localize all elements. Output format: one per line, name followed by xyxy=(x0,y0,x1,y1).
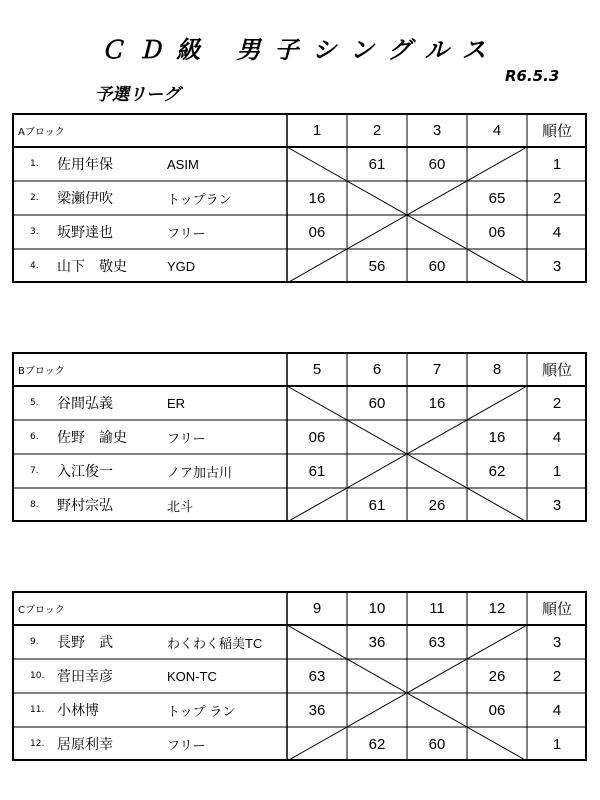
column-header: 2 xyxy=(372,121,382,139)
match-score: 61 xyxy=(308,462,326,480)
column-header: 1 xyxy=(312,121,322,139)
page-title: ＣＤ級 男子シングルス xyxy=(100,36,500,64)
rank-header: 順位 xyxy=(541,600,572,618)
player-number: 4. xyxy=(30,261,39,271)
match-score: 16 xyxy=(428,394,446,412)
player-rank: 2 xyxy=(552,189,562,207)
column-header: 3 xyxy=(432,121,442,139)
match-score: 65 xyxy=(488,189,506,207)
match-score: 06 xyxy=(308,428,326,446)
player-number: 7. xyxy=(30,466,39,476)
player-number: 3. xyxy=(30,227,39,237)
player-club: ER xyxy=(167,395,186,411)
player-club: フリー xyxy=(167,737,206,753)
player-name: 佐用年保 xyxy=(57,157,113,173)
player-name: 長野 武 xyxy=(57,635,113,651)
player-rank: 4 xyxy=(552,701,562,719)
match-score: 60 xyxy=(428,155,446,173)
player-number: 5. xyxy=(30,398,39,408)
player-number: 8. xyxy=(30,500,39,510)
rank-header: 順位 xyxy=(541,361,572,379)
player-name: 小林博 xyxy=(57,703,99,719)
player-rank: 3 xyxy=(552,496,562,514)
column-header: 4 xyxy=(492,121,502,139)
match-score: 36 xyxy=(308,701,326,719)
player-name: 佐野 諭史 xyxy=(57,430,127,446)
player-name: 居原利幸 xyxy=(57,737,113,753)
match-score: 63 xyxy=(428,633,446,651)
block-label: Bブロック xyxy=(18,365,65,377)
player-club: ノア加古川 xyxy=(167,464,233,480)
player-rank: 3 xyxy=(552,257,562,275)
player-number: 6. xyxy=(30,432,39,442)
match-score: 61 xyxy=(368,155,386,173)
match-score: 60 xyxy=(428,735,446,753)
player-rank: 1 xyxy=(552,155,562,173)
column-header: 5 xyxy=(312,360,322,378)
player-club: トップラン xyxy=(167,191,232,207)
player-club: トップ ラン xyxy=(167,703,236,719)
match-score: 26 xyxy=(488,667,506,685)
match-score: 36 xyxy=(368,633,386,651)
player-club: 北斗 xyxy=(167,498,194,514)
match-score: 62 xyxy=(488,462,506,480)
player-club: ASIM xyxy=(167,156,199,172)
match-score: 16 xyxy=(488,428,506,446)
player-rank: 1 xyxy=(552,735,562,753)
page-subtitle: 予選リーグ xyxy=(95,85,180,105)
player-name: 谷間弘義 xyxy=(57,396,113,412)
column-header: 10 xyxy=(368,599,386,617)
player-number: 2. xyxy=(30,193,39,203)
match-score: 06 xyxy=(308,223,326,241)
player-name: 梁瀬伊吹 xyxy=(57,191,113,207)
player-name: 坂野達也 xyxy=(57,225,113,241)
player-rank: 2 xyxy=(552,394,562,412)
match-score: 26 xyxy=(428,496,446,514)
player-rank: 4 xyxy=(552,428,562,446)
player-number: 12. xyxy=(30,739,45,749)
player-number: 1. xyxy=(30,159,39,169)
player-club: KON-TC xyxy=(167,668,217,684)
player-rank: 4 xyxy=(552,223,562,241)
match-score: 62 xyxy=(368,735,386,753)
block-label: Cブロック xyxy=(18,604,65,616)
column-header: 6 xyxy=(372,360,382,378)
rank-header: 順位 xyxy=(541,122,572,140)
player-number: 10. xyxy=(30,671,45,681)
league-block xyxy=(12,591,587,761)
column-header: 8 xyxy=(492,360,502,378)
block-label: Aブロック xyxy=(18,126,65,138)
column-header: 9 xyxy=(312,599,322,617)
match-score: 60 xyxy=(428,257,446,275)
match-score: 06 xyxy=(488,701,506,719)
column-header: 12 xyxy=(488,599,506,617)
event-date: R6.5.3 xyxy=(505,67,560,85)
player-club: フリー xyxy=(167,430,206,446)
match-score: 63 xyxy=(308,667,326,685)
player-club: YGD xyxy=(167,258,196,274)
player-name: 野村宗弘 xyxy=(57,498,113,514)
match-score: 56 xyxy=(368,257,386,275)
player-rank: 3 xyxy=(552,633,562,651)
column-header: 7 xyxy=(432,360,442,378)
player-number: 9. xyxy=(30,637,39,647)
match-score: 61 xyxy=(368,496,386,514)
match-score: 06 xyxy=(488,223,506,241)
player-rank: 1 xyxy=(552,462,562,480)
player-name: 山下 敬史 xyxy=(57,259,127,275)
column-header: 11 xyxy=(429,599,445,617)
player-club: フリー xyxy=(167,225,206,241)
league-block xyxy=(12,113,587,283)
match-score: 16 xyxy=(308,189,326,207)
player-rank: 2 xyxy=(552,667,562,685)
player-number: 11. xyxy=(30,705,45,715)
player-name: 菅田幸彦 xyxy=(57,669,113,685)
league-block xyxy=(12,352,587,522)
player-name: 入江俊一 xyxy=(57,464,113,480)
match-score: 60 xyxy=(368,394,386,412)
player-club: わくわく稲美TC xyxy=(167,635,263,651)
